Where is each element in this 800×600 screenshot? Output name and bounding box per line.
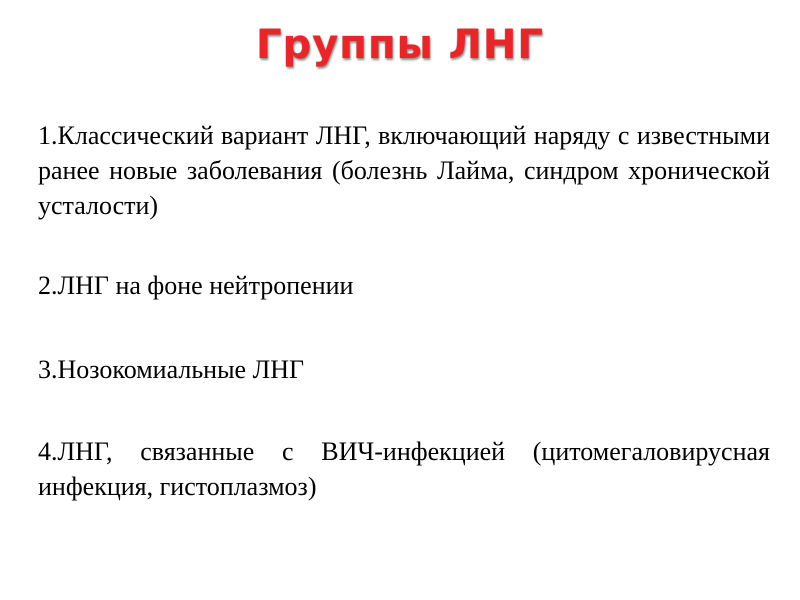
list-item-neutropenia: 2.ЛНГ на фоне нейтропении: [38, 271, 354, 300]
list-item-nosocomial: 3.Нозокомиальные ЛНГ: [38, 355, 305, 384]
list-item-classic-variant: 1.Классический вариант ЛНГ, включающий наряду с известными ранее новые заболевания (болезнь Лайма, синдром хронической усталости): [38, 121, 770, 220]
list-item-hiv-associated: 4.ЛНГ, связанные с ВИЧ-инфекцией (цитомегаловирусная инфекция, гистоплазмоз): [38, 437, 770, 501]
slide-title: Группы ЛНГ: [256, 22, 544, 68]
